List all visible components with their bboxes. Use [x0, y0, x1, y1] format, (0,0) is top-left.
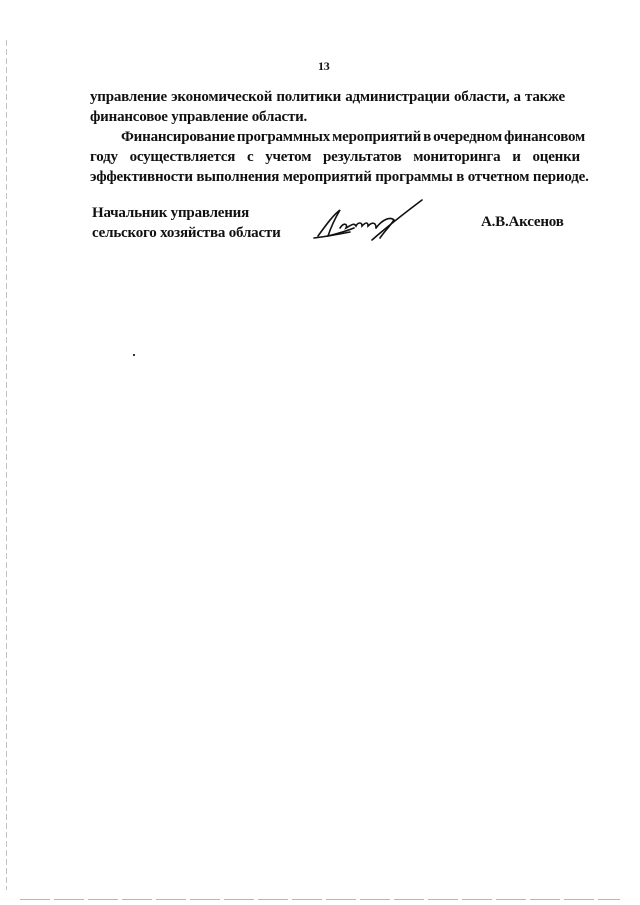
body-line-1: управление экономической политики администрации области, а также	[90, 89, 565, 105]
signatory-name: А.В.Аксенов	[481, 214, 564, 230]
scan-speck	[133, 354, 135, 356]
signatory-title-line-1: Начальник управления	[92, 205, 250, 221]
body-line-4: году осуществляется с учетом результатов мониторинга и оценки	[90, 149, 580, 165]
body-line-5: эффективности выполнения мероприятий программы в отчетном периоде.	[90, 169, 589, 185]
scan-edge-artifact	[6, 40, 7, 890]
handwritten-signature	[310, 198, 430, 246]
body-line-2: финансовое управление области.	[90, 109, 308, 125]
body-line-3: Финансирование программных мероприятий в очередном финансовом	[121, 129, 586, 145]
signatory-title-line-2: сельского хозяйства области	[92, 225, 281, 241]
scan-bottom-artifact	[20, 899, 620, 900]
page-number: 13	[318, 59, 330, 73]
